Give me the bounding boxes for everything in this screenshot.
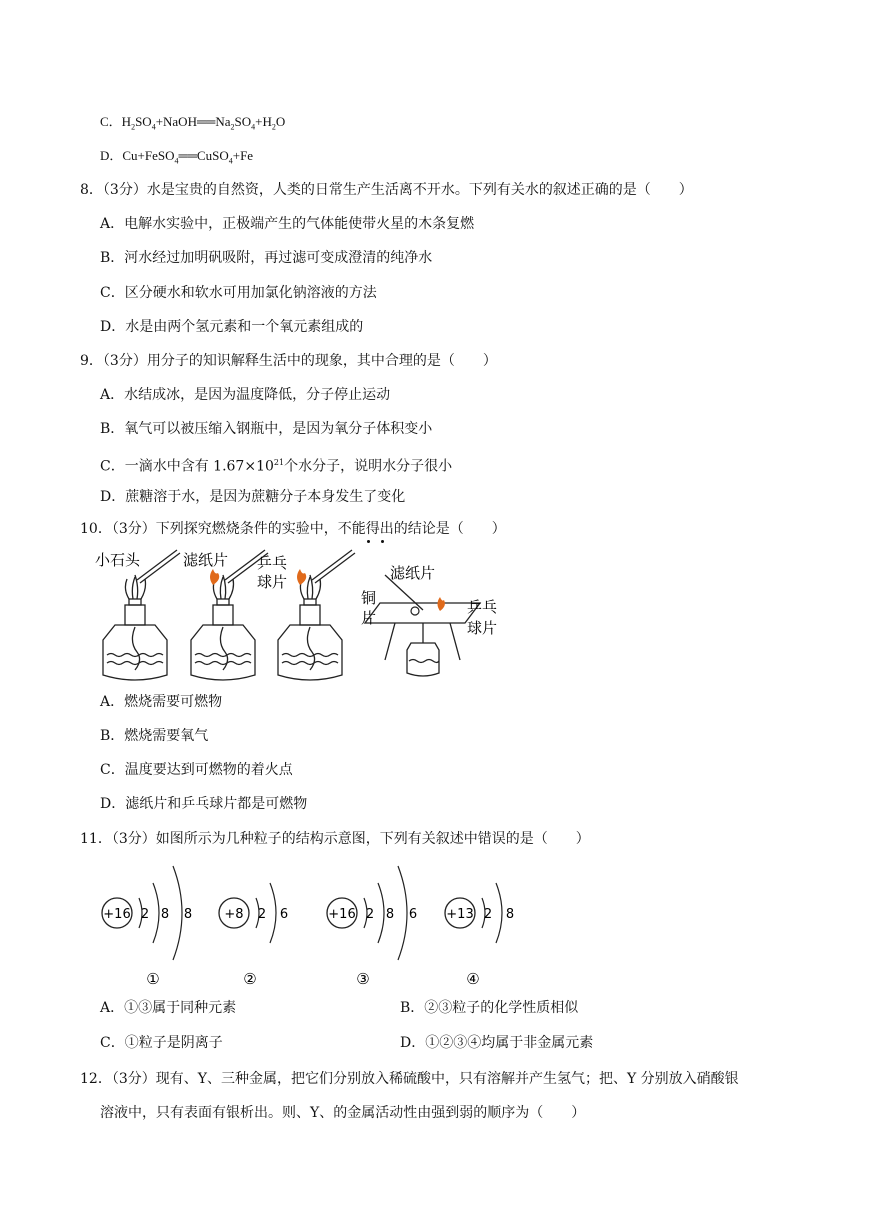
label-pingpong-4: 球片 — [467, 619, 498, 637]
atomic-structure-figure — [95, 858, 515, 993]
label-filter-paper: 滤纸片 — [183, 551, 229, 569]
q10-stem: 10．（3分）下列探究燃烧条件的实验中，不能得出的结论是（ ） — [80, 521, 506, 537]
svg-text:6: 6 — [279, 907, 289, 922]
flame-icon — [438, 597, 445, 611]
q7-option-c-equation: $H_2SO_4+NaOH══Na_2SO_4+H_2O$ — [121, 114, 286, 132]
q8-option-d: D．水是由两个氢元素和一个氧元素组成的 — [100, 319, 364, 335]
svg-text:2: 2 — [483, 907, 493, 922]
svg-text:8: 8 — [160, 907, 170, 922]
label-stone: 小石头 — [95, 551, 141, 569]
q11-option-d: D．①②③④均属于非金属元素 — [400, 1035, 594, 1051]
label-pingpong-3: 乒乓 — [467, 598, 498, 616]
svg-text:2: 2 — [140, 907, 150, 922]
q11-option-a: A．①③属于同种元素 — [100, 1000, 237, 1016]
q8-stem: 8．（3分）水是宝贵的自然资，人类的日常生产生活离不开水。下列有关水的叙述正确的是（ ） — [80, 182, 693, 198]
q12-stem-line2: 溶液中，只有表面有银析出。则、Y、的金属活动性由强到弱的顺序为（ ） — [100, 1105, 586, 1121]
tripod-setup — [365, 575, 480, 676]
q8-option-a: A．电解水实验中，正极端产生的气体能使带火星的木条复燃 — [100, 216, 475, 232]
svg-text:+16: +16 — [103, 907, 131, 922]
q9-option-d: D．蔗糖溶于水，是因为蔗糖分子本身发生了变化 — [100, 489, 406, 505]
particle-3 — [327, 866, 417, 988]
svg-text:2: 2 — [365, 907, 375, 922]
q7-option-c: C．$H_2SO_4+NaOH══Na_2SO_4+H_2O$ — [100, 114, 286, 132]
q9-option-b: B．氧气可以被压缩入钢瓶中，是因为氧分子体积变小 — [100, 421, 433, 437]
svg-text:8: 8 — [183, 907, 193, 922]
q11-option-b: B．②③粒子的化学性质相似 — [400, 1000, 579, 1016]
svg-text:+13: +13 — [446, 907, 474, 922]
q10-option-c: C．温度要达到可燃物的着火点 — [100, 762, 293, 778]
alcohol-lamp-1 — [103, 575, 167, 680]
svg-text:①: ① — [146, 970, 160, 988]
label-filter-paper-2: 滤纸片 — [390, 564, 436, 582]
svg-text:8: 8 — [505, 907, 515, 922]
q11-stem: 11．（3分）如图所示为几种粒子的结构示意图，下列有关叙述中错误的是（ ） — [80, 831, 590, 847]
q12-stem-line1: 12．（3分）现有、Y、三种金属，把它们分别放入稀硫酸中，只有溶解并产生氢气；把、Y 分别放入硝酸银 — [80, 1071, 739, 1087]
alcohol-lamp-3 — [278, 550, 355, 680]
label-copper-2: 片 — [361, 609, 377, 627]
q10-option-a: A．燃烧需要可燃物 — [100, 694, 223, 710]
svg-text:③: ③ — [356, 970, 370, 988]
particle-1 — [102, 866, 192, 988]
tongs-1 — [137, 550, 180, 583]
flame-icon — [210, 569, 219, 585]
svg-text:②: ② — [243, 970, 257, 988]
svg-text:6: 6 — [408, 907, 418, 922]
svg-text:+16: +16 — [328, 907, 356, 922]
label-copper-1: 铜 — [361, 589, 377, 607]
emphasis-dot — [381, 540, 384, 543]
flame-icon — [297, 569, 306, 585]
svg-text:8: 8 — [385, 907, 395, 922]
q10-option-b: B．燃烧需要氧气 — [100, 728, 209, 744]
combustion-experiment-figure — [95, 545, 515, 690]
q7-option-d-equation: Cu+FeSO$_4$══CuSO$_4$+Fe — [122, 148, 254, 166]
q9-stem: 9．（3分）用分子的知识解释生活中的现象，其中合理的是（ ） — [80, 353, 497, 369]
q11-option-c: C．①粒子是阴离子 — [100, 1035, 223, 1051]
q8-option-b: B．河水经过加明矾吸附，再过滤可变成澄清的纯净水 — [100, 250, 433, 266]
svg-text:④: ④ — [466, 970, 480, 988]
filter-paper-piece — [411, 607, 419, 615]
emphasis-dot — [367, 540, 370, 543]
q9-option-c: C．一滴水中含有 $1.67\times 10^{21}$个水分子，说明水分子很小 — [100, 458, 453, 475]
label-pingpong-2: 球片 — [257, 573, 288, 591]
particle-4 — [445, 883, 514, 988]
q8-option-c: C．区分硬水和软水可用加氯化钠溶液的方法 — [100, 285, 377, 301]
particle-2 — [219, 883, 288, 988]
svg-text:+8: +8 — [224, 907, 244, 922]
label-pingpong-1: 乒乓 — [257, 554, 288, 572]
svg-text:2: 2 — [257, 907, 267, 922]
q10-option-d: D．滤纸片和乒乓球片都是可燃物 — [100, 796, 308, 812]
q9-option-a: A．水结成冰，是因为温度降低，分子停止运动 — [100, 387, 391, 403]
q7-option-d: D．Cu+FeSO$_4$══CuSO$_4$+Fe — [100, 148, 254, 166]
